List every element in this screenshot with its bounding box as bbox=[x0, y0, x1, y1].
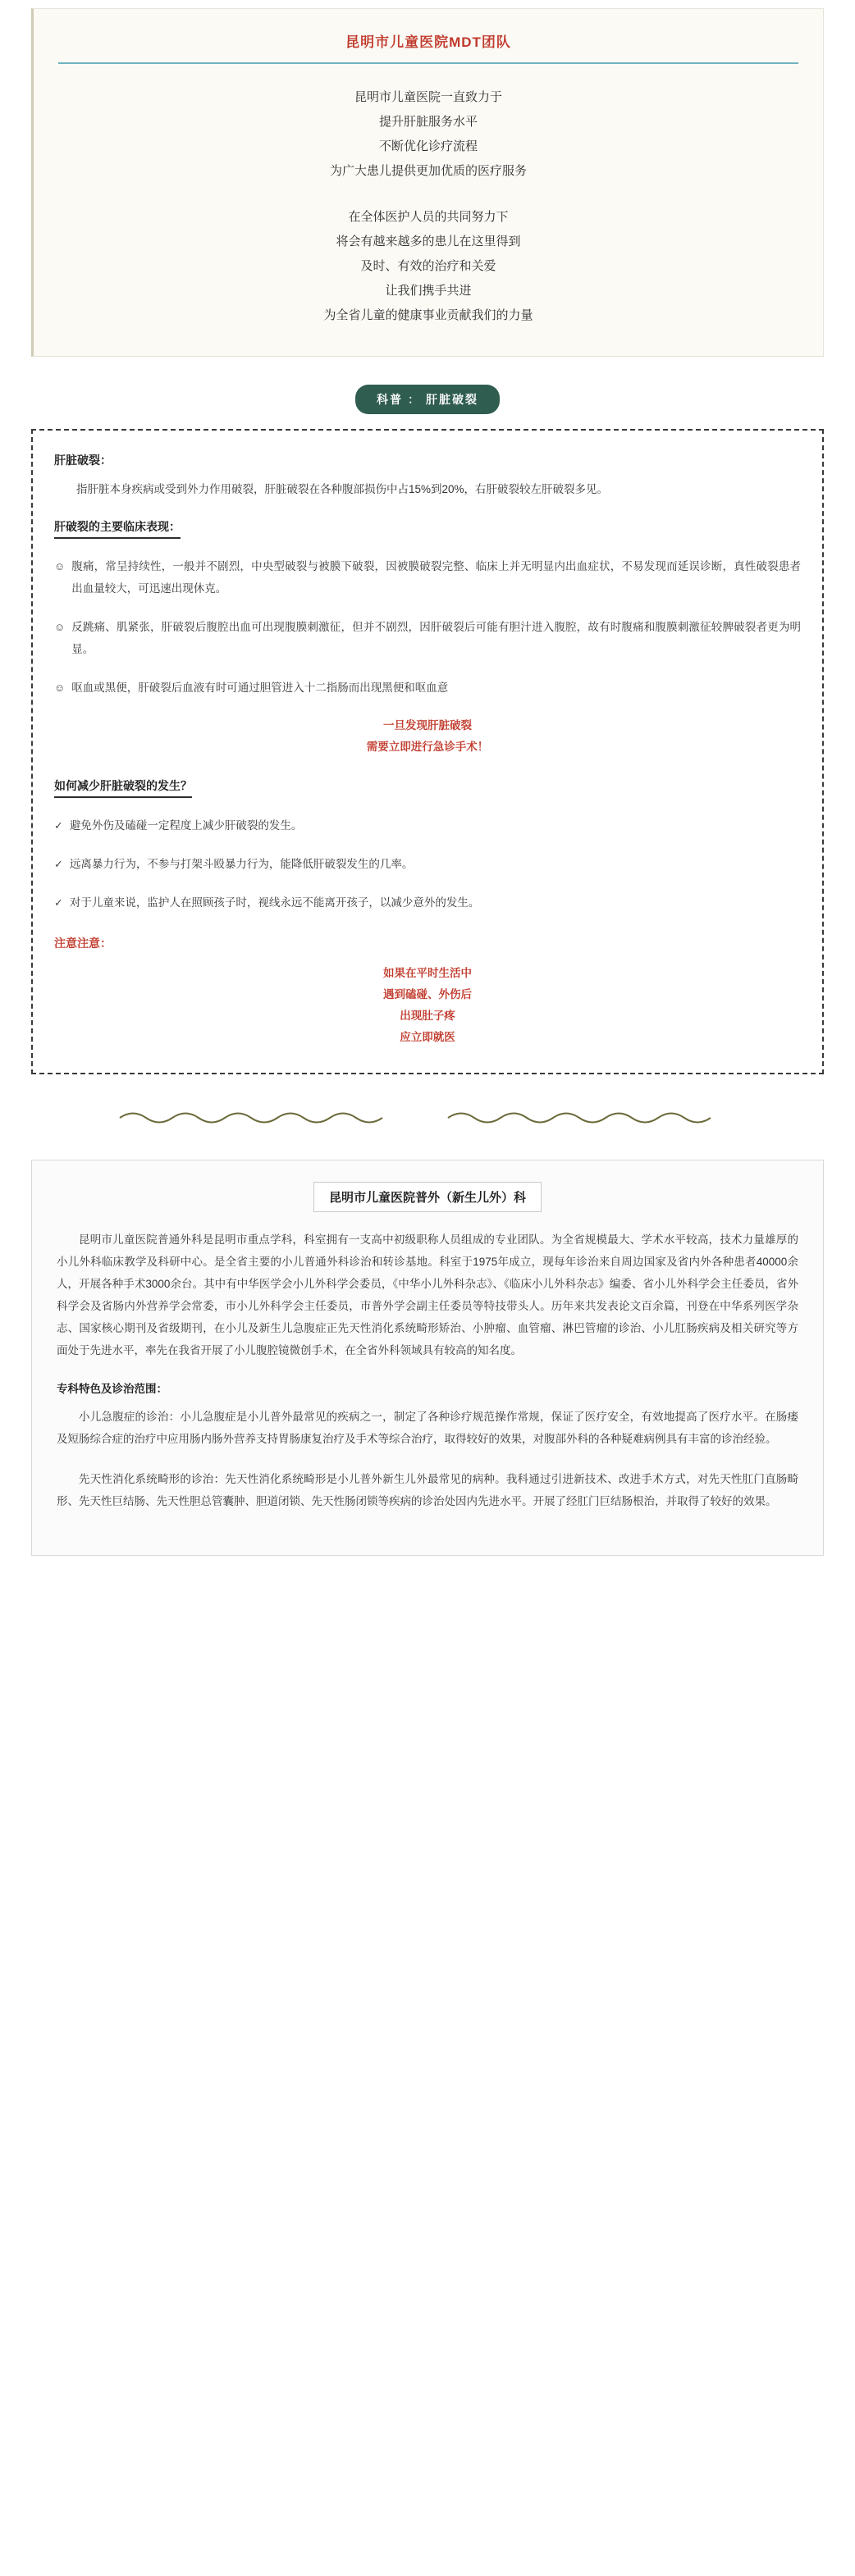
list-item bbox=[54, 616, 801, 660]
list-item bbox=[54, 677, 801, 699]
list-item bbox=[54, 814, 801, 837]
list-item-text: 呕血或黑便，肝破裂后血液有时可通过胆管进入十二指肠而出现黑便和呕血意 bbox=[71, 682, 449, 694]
department-paragraph-intro: 昆明市儿童医院普通外科是昆明市重点学科，科室拥有一支高中初级职称人员组成的专业团队。为全省规模最大、学术水平较高，技术力量雄厚的小儿外科临床教学及科研中心。是全省主要的小儿普通外科诊治和转诊基地。科室于1975年成立，现每年诊治来自周边国家及省内外各种患者40000余人，开展各种手术3000余台。其中有中华医学会小儿外科学会委员，《中华小儿外科杂志》、《临床小儿外科杂志》编委、省小儿外科学会主任委员，省外科学会及省肠内外营养学会常委，市小儿外科学会主任委员，市普外学会副主任委员等特技带头人。历年来共发表论文百余篇，刊登在中华系列医学杂志、国家核心期刊及省级期刊，在小儿及新生儿急腹症正先天性消化系统畸形矫治、小肿瘤、血管瘤、淋巴管瘤的诊治、小儿肛肠疾病及相关研究等方面处于先进水平，率先在我省开展了小儿腹腔镜微创手术，在全省外科领域具有较高的知名度。 bbox=[57, 1233, 798, 1356]
mdt-line: 及时、有效的治疗和关爱 bbox=[360, 259, 496, 273]
mdt-line: 为全省儿童的健康事业贡献我们的力量 bbox=[323, 308, 533, 322]
list-item-text: 反跳痛、肌紧张，肝破裂后腹腔出血可出现腹膜刺激征，但并不剧烈，因肝破裂后可能有胆汁进入腹腔，故有时腹痛和腹膜刺激征较脾破裂者更为明显。 bbox=[71, 621, 801, 655]
department-title-wrap bbox=[57, 1182, 798, 1212]
list-item-text: 腹痛，常呈持续性，一般并不剧烈，中央型破裂与被膜下破裂，因被膜破裂完整、临床上并无明显内出血症状，不易发现而延误诊断，真性破裂患者出血量较大，可迅速出现休克。 bbox=[71, 560, 801, 595]
list-item-text: 避免外伤及磕碰一定程度上减少肝破裂的发生。 bbox=[69, 819, 303, 832]
heading-symptoms-wrap bbox=[54, 518, 801, 549]
mdt-block-1 bbox=[58, 85, 798, 184]
department-paragraph-congenital: 先天性消化系统畸形的诊治：先天性消化系统畸形是小儿普外新生儿外最常见的病种。我科通过引进新技术、改进手术方式，对先天性肛门直肠畸形、先天性巨结肠、先天性胆总管囊肿、胆道闭锁、先天性肠闭锁等疾病的诊治处因内先进水平。开展了经肛门巨结肠根治，并取得了较好的效果。 bbox=[57, 1473, 798, 1507]
mdt-line: 昆明市儿童医院一直致力于 bbox=[354, 90, 502, 104]
list-item-text: 远离暴力行为，不参与打架斗殴暴力行为，能降低肝破裂发生的几率。 bbox=[69, 858, 414, 870]
warning-emergency bbox=[54, 715, 801, 758]
warning-line: 如果在平时生活中 bbox=[383, 967, 472, 979]
list-item bbox=[54, 891, 801, 914]
warning-note bbox=[54, 963, 801, 1048]
heading-prevention-wrap bbox=[54, 777, 801, 808]
paragraph-definition: 指肝脏本身疾病或受到外力作用破裂，肝脏破裂在各种腹部损伤中占15%到20%，右肝破裂较左肝破裂多见。 bbox=[76, 483, 609, 495]
heading-note: 注意注意： bbox=[54, 937, 112, 950]
heading-definition: 肝脏破裂： bbox=[54, 454, 112, 467]
department-title: 昆明市儿童医院普外（新生儿外）科 bbox=[313, 1182, 542, 1212]
warning-line: 一旦发现肝脏破裂 bbox=[383, 719, 472, 732]
check-icon: ✓ bbox=[54, 858, 63, 870]
mdt-block-2 bbox=[58, 205, 798, 328]
smiley-icon: ☺ bbox=[54, 560, 66, 572]
squiggle-icon bbox=[116, 1107, 739, 1128]
warning-line: 需要立即进行急诊手术！ bbox=[366, 741, 489, 753]
mdt-line: 让我们携手共进 bbox=[385, 284, 472, 298]
mdt-title: 昆明市儿童医院MDT团队 bbox=[345, 34, 511, 50]
smiley-icon: ☺ bbox=[54, 682, 66, 694]
warning-line: 应立即就医 bbox=[400, 1031, 455, 1043]
list-item-text: 对于儿童来说，监护人在照顾孩子时，视线永远不能离开孩子，以减少意外的发生。 bbox=[69, 896, 480, 909]
mdt-line: 提升肝脏服务水平 bbox=[378, 115, 478, 129]
warning-line: 出现肚子疼 bbox=[400, 1010, 455, 1022]
list-item bbox=[54, 853, 801, 875]
department-paragraph-acute: 小儿急腹症的诊治：小儿急腹症是小儿普外最常见的疾病之一，制定了各种诊疗规范操作常规，保证了医疗安全，有效地提高了医疗水平。在肠瘘及短肠综合症的治疗中应用肠内肠外营养支持胃肠康复治疗及手术等综合治疗，取得较好的效果，对腹部外科的各种疑难病例具有丰富的诊治经验。 bbox=[57, 1411, 798, 1445]
mdt-line: 不断优化诊疗流程 bbox=[378, 139, 478, 153]
check-icon: ✓ bbox=[54, 819, 63, 832]
mdt-line: 在全体医护人员的共同努力下 bbox=[348, 210, 509, 224]
mdt-body bbox=[58, 85, 798, 328]
heading-symptoms: 肝破裂的主要临床表现： bbox=[54, 518, 181, 539]
department-subheading: 专科特色及诊治范围： bbox=[57, 1383, 167, 1395]
smiley-icon: ☺ bbox=[54, 621, 66, 633]
warning-line: 遇到磕碰、外伤后 bbox=[383, 988, 472, 1001]
mdt-line: 将会有越来越多的患儿在这里得到 bbox=[336, 235, 521, 248]
pill-prefix: 科普 bbox=[377, 393, 403, 406]
pill-separator: ： bbox=[408, 393, 421, 406]
department-box bbox=[31, 1160, 824, 1556]
topic-pill bbox=[355, 385, 500, 414]
mdt-line: 为广大患儿提供更加优质的医疗服务 bbox=[329, 164, 527, 178]
pill-topic: 肝脏破裂 bbox=[426, 393, 478, 406]
mdt-team-card bbox=[31, 8, 824, 357]
squiggle-divider bbox=[0, 1107, 855, 1128]
heading-prevention: 如何减少肝脏破裂的发生？ bbox=[54, 777, 192, 798]
article-box bbox=[31, 429, 824, 1074]
topic-pill-wrap bbox=[0, 385, 855, 414]
list-item bbox=[54, 555, 801, 600]
check-icon: ✓ bbox=[54, 896, 63, 909]
divider-rule bbox=[58, 62, 798, 64]
